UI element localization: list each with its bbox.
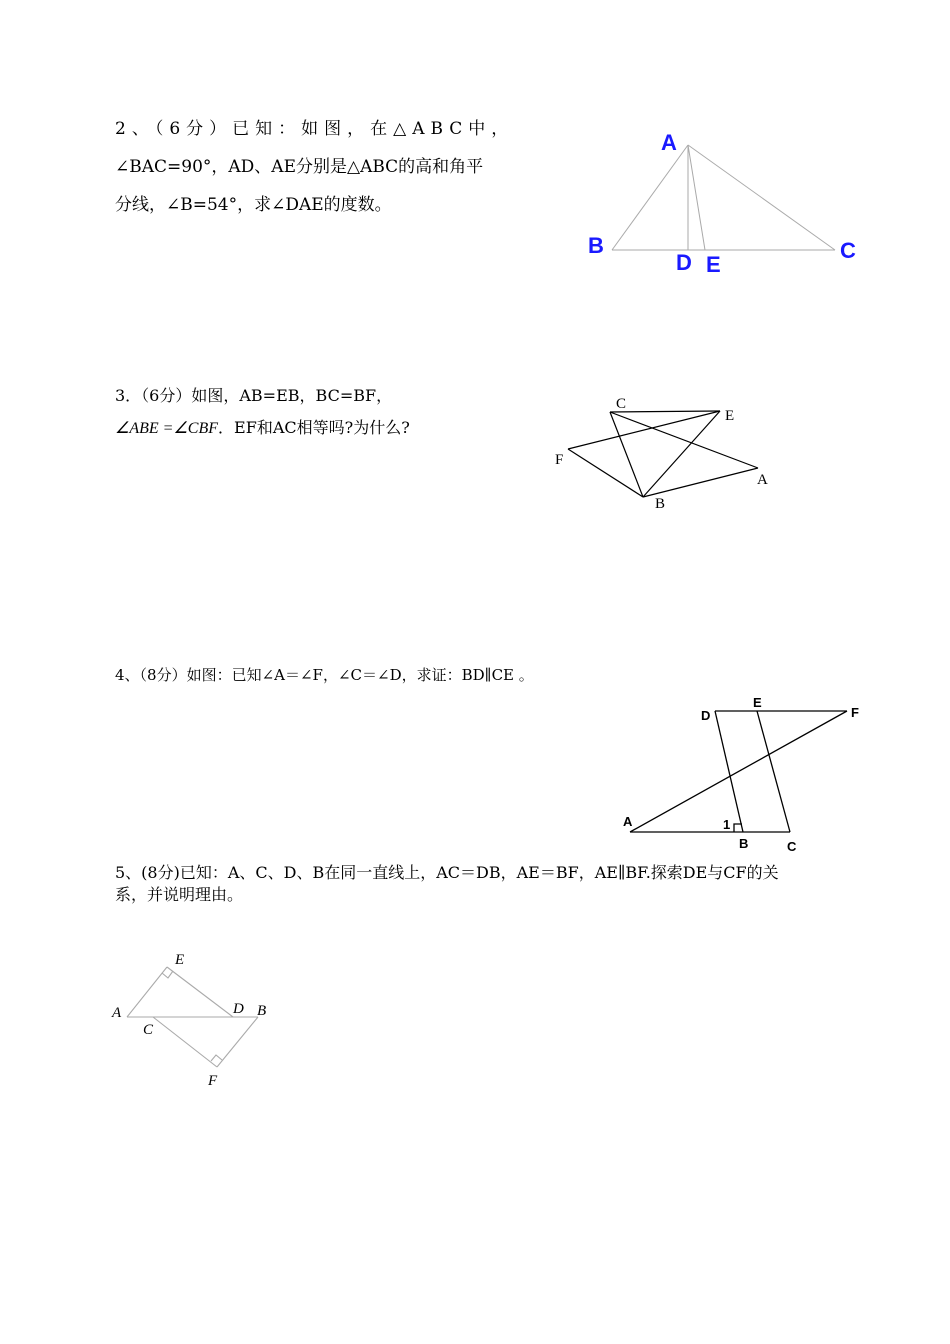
label-b: B [257,1003,267,1019]
label-e: E [175,952,185,968]
label-d: D [701,708,711,723]
figure-4-parallel-lines [615,690,875,855]
label-e: E [753,695,762,710]
question-4-text: 4、（8分）如图：已知∠A＝∠F，∠C＝∠D，求证：BD∥CE 。 [115,666,534,684]
question-3-line-1: 3．（6分）如图，AB=EB，BC=BF， [115,386,393,405]
question-4 [115,660,815,690]
right-angle-mark-f [211,1055,222,1061]
segment-ab [643,468,758,497]
label-e: E [725,408,735,424]
question-2-line-3: 分线，∠B=54°，求∠DAE的度数。 [115,195,392,215]
question-2-line-1: 2、（6分）已知：如图，在△ABC中， [115,119,515,139]
label-a: A [112,1005,122,1021]
label-f: F [208,1073,218,1089]
question-2-line-2: ∠BAC=90°，AD、AE分别是△ABC的高和角平 [115,157,484,177]
segment-ae [688,145,705,250]
label-b: B [588,233,604,258]
angle-formula: ∠ABE =∠CBF [115,420,219,437]
label-a: A [623,814,633,829]
label-b: B [739,836,749,851]
segment-ec [757,711,790,832]
question-3 [115,380,535,445]
label-a: A [757,472,768,488]
figure-3-triangles [548,390,778,520]
label-angle-1: 1 [723,817,731,832]
segment-bc [610,412,643,497]
label-c: C [787,839,797,854]
question-5-line-2: 系，并说明理由。 [115,885,244,904]
label-d: D [676,250,692,275]
label-d: D [233,1001,244,1017]
figure-2-triangle [585,125,855,285]
question-5 [115,862,850,906]
segment-ae [127,967,167,1017]
label-f: F [851,705,859,720]
segment-ac [688,145,835,250]
segment-ab [612,145,688,250]
segment-ef [568,411,720,449]
question-5-line-1: 5、(8分)已知：A、C、D、B在同一直线上，AC＝DB，AE＝BF，AE∥BF.探索DE与CF的关 [115,863,779,882]
label-c: C [616,396,627,412]
question-3-line-2-rest: ．EF和AC相等吗?为什么? [218,418,410,437]
label-b: B [655,496,666,512]
question-3-line-2 [115,412,535,445]
label-c: C [840,238,856,263]
segment-be [643,411,720,497]
question-2 [115,110,525,224]
segment-fb [568,449,643,497]
label-e: E [706,252,721,277]
segment-fc [153,1017,217,1067]
segment-bf [217,1017,258,1067]
figure-5-triangles [105,945,285,1095]
segment-ce [610,411,720,412]
label-a: A [661,130,677,155]
segment-ed [167,967,233,1017]
label-f: F [555,452,564,468]
label-c: C [143,1022,154,1038]
